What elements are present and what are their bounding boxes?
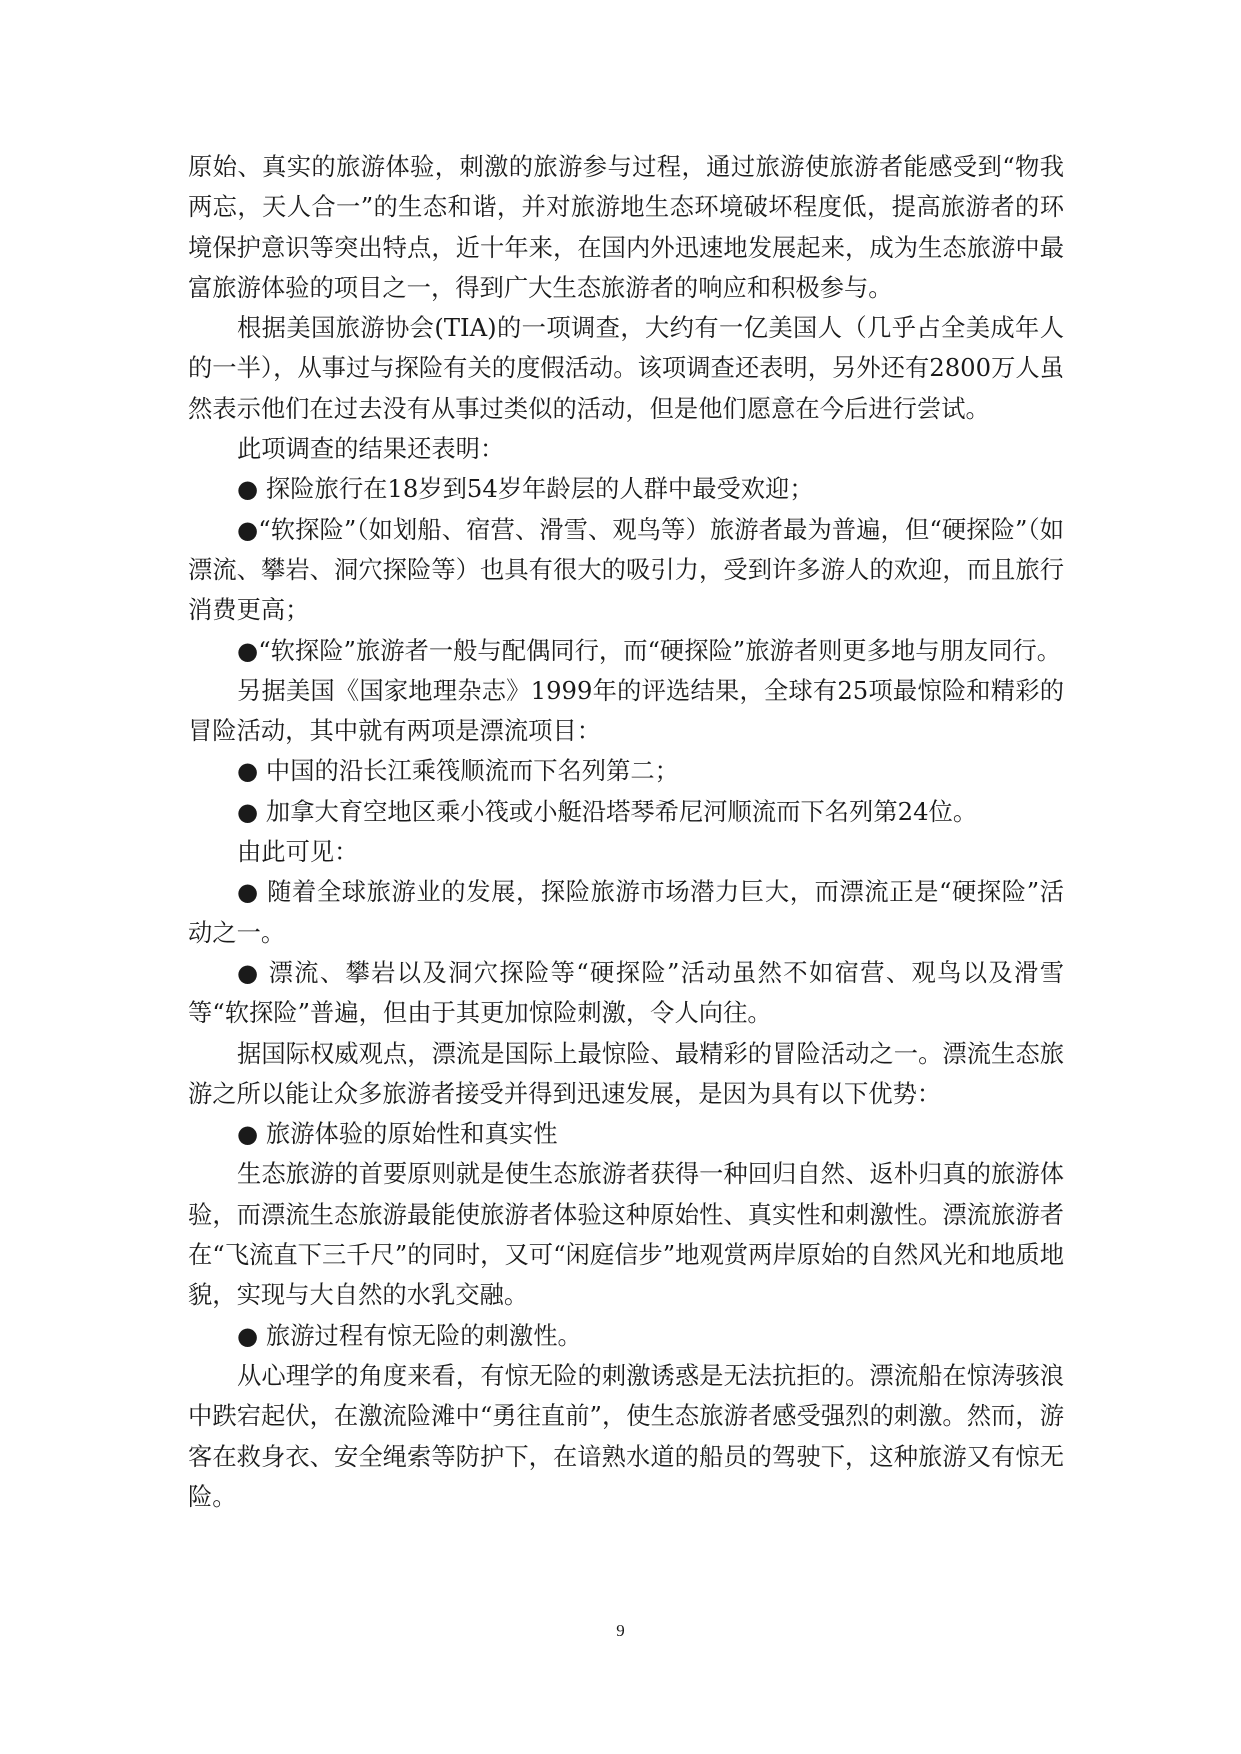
bullet-item: ● 随着全球旅游业的发展，探险旅游市场潜力巨大，而漂流正是“硬探险”活动之一。 [188, 877, 1064, 947]
bullet-item: ●“软探险”（如划船、宿营、滑雪、观鸟等）旅游者最为普遍，但“硬探险”（如漂流、攀岩、洞穴探险等）也具有很大的吸引力，受到许多游人的欢迎，而且旅行消费更高； [188, 514, 1064, 625]
bullet-item: ● 漂流、攀岩以及洞穴探险等“硬探险”活动虽然不如宿营、观鸟以及滑雪等“软探险”普遍，但由于其更加惊险刺激，令人向往。 [188, 957, 1064, 1028]
bullet-item: ● 加拿大育空地区乘小筏或小艇沿塔琴希尼河顺流而下名列第24位。 [237, 796, 978, 826]
paragraph-1: 原始、真实的旅游体验，刺激的旅游参与过程，通过旅游使旅游者能感受到“物我两忘，天人合一”的生态和谐，并对旅游地生态环境破坏程度低，提高旅游者的环境保护意识等突出特点，近十年来，在国内外迅速地发展起来，成为生态旅游中最富旅游体验的项目之一，得到广大生态旅游者的响应和积极参与。 [188, 152, 1064, 302]
body-text [188, 147, 1064, 1517]
paragraph-8: 从心理学的角度来看，有惊无险的刺激诱惑是无法抗拒的。漂流船在惊涛骇浪中跌宕起伏，在激流险滩中“勇往直前”，使生态旅游者感受强烈的刺激。然而，游客在救身衣、安全绳索等防护下，在谙熟水道的船员的驾驶下，这种旅游又有惊无险。 [188, 1360, 1064, 1511]
paragraph-3: 此项调查的结果还表明： [237, 434, 505, 464]
paragraph-5: 由此可见： [237, 837, 359, 867]
bullet-item: ● 中国的沿长江乘筏顺流而下名列第二； [237, 756, 679, 786]
bullet-item: ● 旅游体验的原始性和真实性 [237, 1119, 558, 1149]
bullet-item: ● 旅游过程有惊无险的刺激性。 [237, 1320, 582, 1350]
paragraph-6: 据国际权威观点，漂流是国际上最惊险、最精彩的冒险活动之一。漂流生态旅游之所以能让众多旅游者接受并得到迅速发展，是因为具有以下优势： [188, 1038, 1064, 1108]
bullet-item: ●“软探险”旅游者一般与配偶同行，而“硬探险”旅游者则更多地与朋友同行。 [237, 635, 1062, 665]
paragraph-7: 生态旅游的首要原则就是使生态旅游者获得一种回归自然、返朴归真的旅游体验，而漂流生态旅游最能使旅游者体验这种原始性、真实性和刺激性。漂流旅游者在“飞流直下三千尺”的同时，又可“闲庭信步”地观赏两岸原始的自然风光和地质地貌，实现与大自然的水乳交融。 [188, 1159, 1064, 1310]
page-number: 9 [616, 1621, 625, 1640]
paragraph-2: 根据美国旅游协会(TIA)的一项调查，大约有一亿美国人（几乎占全美成年人的一半），从事过与探险有关的度假活动。该项调查还表明，另外还有2800万人虽然表示他们在过去没有从事过类似的活动，但是他们愿意在今后进行尝试。 [188, 313, 1064, 423]
paragraph-4: 另据美国《国家地理杂志》1999年的评选结果，全球有25项最惊险和精彩的冒险活动，其中就有两项是漂流项目： [188, 675, 1064, 746]
bullet-item: ● 探险旅行在18岁到54岁年龄层的人群中最受欢迎； [237, 474, 814, 504]
